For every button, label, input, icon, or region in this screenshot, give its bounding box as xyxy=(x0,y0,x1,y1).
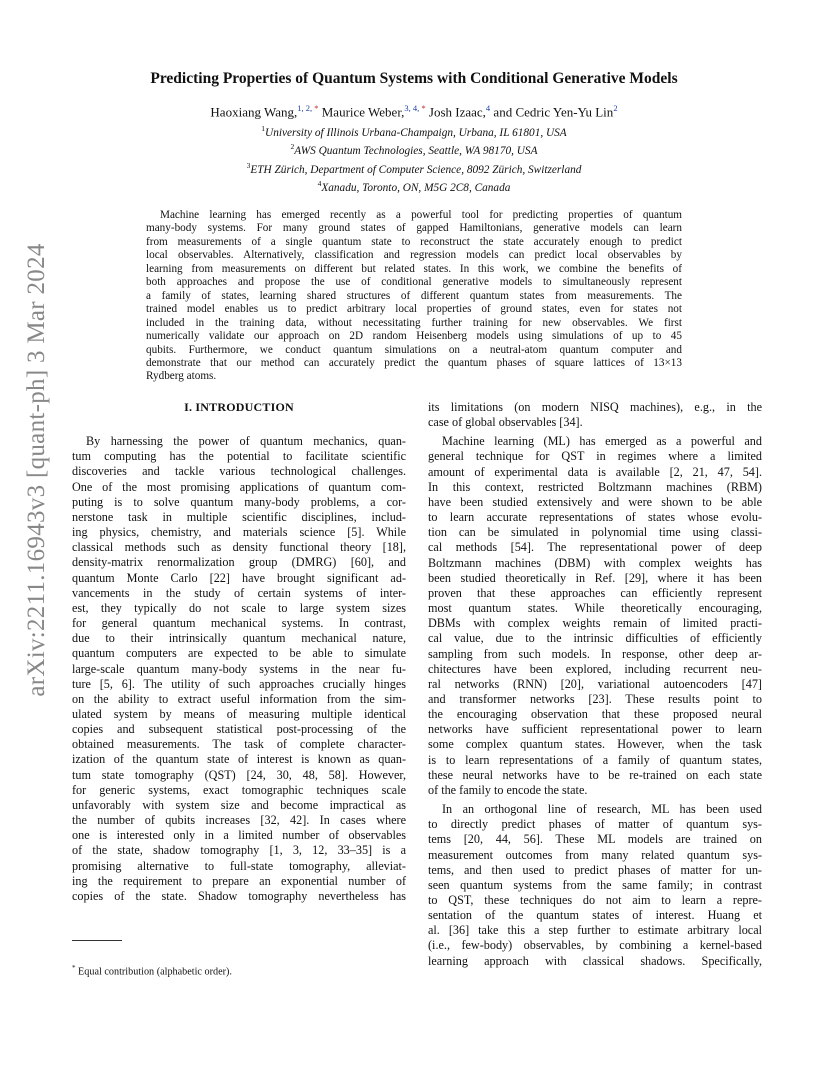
abstract-line: qubits. Furthermore, we conduct quantum simulations on a neutral-atom quantum computer and xyxy=(146,343,682,356)
body-line: most quantum states. While theoretically encouraging, xyxy=(428,601,762,616)
author-name: Maurice Weber, xyxy=(321,104,405,120)
body-line: amount of experimental data is available [2, 21, 47, 54]. xyxy=(428,464,762,479)
body-line: Boltzmann machines (DBM) with complex weights has xyxy=(428,555,762,570)
author-name: Josh Izaac, xyxy=(428,104,486,120)
body-line: cal methods [54]. The representational power of deep xyxy=(428,540,762,555)
body-line: been studied theoretically in Ref. [29], where it has been xyxy=(428,570,762,585)
body-line: est, they typically do not scale to large system sizes xyxy=(72,600,406,615)
abstract-line: demonstrate that our method can accurately predict the quantum phases of square lattices of 13×13 xyxy=(146,356,682,369)
abstract-line: numerically validate our approach on 2D random Heisenberg models using simulations of up to 45 xyxy=(146,330,682,343)
abstract-line: from measurements of a single quantum state to reconstruct the state accurately enough to predict xyxy=(146,235,682,248)
affiliation-text: ETH Zürich, Department of Computer Science, 8092 Zürich, Switzerland xyxy=(250,163,582,176)
body-line: One of the most promising applications of quantum com- xyxy=(72,479,406,494)
body-line: unfavorably with system size and become impractical as xyxy=(72,797,406,812)
body-line: quantum Monte Carlo [22] have brought significant ad- xyxy=(72,570,406,585)
abstract-line: trained model enables us to predict arbitrary local properties of ground states, even for states not xyxy=(146,303,682,316)
paper-title: Predicting Properties of Quantum Systems with Conditional Generative Models xyxy=(150,70,678,87)
body-line: ral networks (RNN) [20], variational autoencoders [47] xyxy=(428,676,762,691)
body-line: cal value, due to the intrinsic difficulties of efficiently xyxy=(428,631,762,646)
body-line: to directly predict phases of matter of quantum sys- xyxy=(428,817,762,832)
body-line: vancements in the study of certain systems of inter- xyxy=(72,585,406,600)
abstract-line: a family of states, learning shared structures of different quantum states from measurements. The xyxy=(146,289,682,302)
arxiv-identifier: arXiv:2211.16943v3 [quant-ph] 3 Mar 2024 xyxy=(23,243,50,697)
affiliation xyxy=(0,140,828,158)
body-line: to learn accurate representations of states whose evolu- xyxy=(428,510,762,525)
body-line: ing the requirement to prepare an exponential number of xyxy=(72,873,406,888)
body-line: one is interested only in a limited number of observables xyxy=(72,828,406,843)
affiliations xyxy=(0,122,828,195)
abstract-line: both approaches and propose the use of conditional generative models to simultaneously represent xyxy=(146,276,682,289)
body-line: puting is to solve quantum many-body problems, a cor- xyxy=(72,494,406,509)
body-line: In this context, restricted Boltzmann machines (RBM) xyxy=(428,479,762,494)
abstract-line: learning from measurements on different but related states. In this work, we combine the benefits of xyxy=(146,262,682,275)
body-line: seen quantum systems from the same family; in contrast xyxy=(428,877,762,892)
body-line: to QST, these techniques do not aim to learn a repre- xyxy=(428,893,762,907)
author-affil-mark: 3, 4, xyxy=(404,103,422,113)
body-line: measurement outcomes from many related quantum sys- xyxy=(428,847,762,862)
body-line: copies of the state. Shadow tomography nevertheless has xyxy=(72,888,406,903)
body-line: on the ability to extract useful information from the sim- xyxy=(72,691,406,706)
body-line: promising alternative to full-state tomography, alleviat- xyxy=(72,858,406,873)
body-line: the encouraging observation that these proposed neural xyxy=(428,707,762,722)
body-line: sentation of the quantum states of interest. Huang et xyxy=(428,908,762,923)
footnote-rule xyxy=(72,940,122,941)
affiliation xyxy=(0,159,828,177)
body-line: tum computing has the potential to facilitate scientific xyxy=(72,449,406,464)
body-line: (i.e., few-body) observables, by combining a kernel-based xyxy=(428,938,762,953)
body-line: chitectures have been explored, including recurrent neu- xyxy=(428,661,762,676)
abstract xyxy=(146,209,682,384)
affiliation-text: University of Illinois Urbana-Champaign, Urbana, IL 61801, USA xyxy=(265,126,567,139)
body-line: quantum computers are expected to be able to simulate xyxy=(72,646,406,661)
body-line: its limitations (on modern NISQ machines), e.g., in the xyxy=(428,400,762,414)
body-line: for general quantum mechanical systems. In contrast, xyxy=(72,616,406,631)
body-line: tion can be simulated in polynomial time using classi- xyxy=(428,525,762,540)
body-line: of the state, shadow tomography [1, 3, 12, 33–35] is a xyxy=(72,843,406,858)
body-line: networks have sufficient representational power to learn xyxy=(428,722,762,737)
affiliation-number: 4 xyxy=(317,178,322,188)
abstract-line: many-body systems. For many ground states of gapped Hamiltonians, generative models can learn xyxy=(146,222,682,235)
affiliation-text: Xanadu, Toronto, ON, M5G 2C8, Canada xyxy=(321,181,511,194)
affiliation-text: AWS Quantum Technologies, Seattle, WA 98170, USA xyxy=(294,145,538,158)
body-line: Machine learning (ML) has emerged as a powerful and xyxy=(442,434,762,449)
author-affil-mark: 1, 2, xyxy=(297,103,315,113)
body-line: these neural networks have to be re-trained on each state xyxy=(428,767,762,782)
body-line: and transformer networks [23]. These results point to xyxy=(428,691,762,706)
body-line: have been studied extensively and were shown to be able xyxy=(428,494,762,509)
body-line: ture [5, 6]. The utility of such approaches crucially hinges xyxy=(72,676,406,691)
body-line: tum state tomography (QST) [24, 30, 48, 58]. However, xyxy=(72,767,406,782)
arxiv-sidebar-stamp xyxy=(22,243,52,697)
body-line: DBMs with complex weights remain of limited practi- xyxy=(428,616,762,631)
affiliation-number: 2 xyxy=(290,142,295,152)
body-line: proven that these approaches can efficiently represent xyxy=(428,585,762,600)
footnote xyxy=(72,964,232,977)
body-line: ization of the quantum state of interest is known as quan- xyxy=(72,752,406,767)
body-line: sampling from such models. In response, other deep ar- xyxy=(428,646,762,661)
body-line: of the family to encode the state. xyxy=(428,782,588,797)
equal-contribution-mark: * xyxy=(314,103,319,113)
body-line: large-scale quantum many-body systems in the near fu- xyxy=(72,661,406,676)
body-line: By harnessing the power of quantum mechanics, quan- xyxy=(86,434,406,449)
abstract-line: Rydberg atoms. xyxy=(146,370,217,383)
body-line: nerstone task in multiple scientific disciplines, includ- xyxy=(72,509,406,524)
author-list xyxy=(0,103,828,120)
author-affil-mark: 2 xyxy=(613,103,618,113)
body-line: due to their intrinsically quantum mechanical nature, xyxy=(72,631,406,646)
affiliation-number: 1 xyxy=(261,124,266,133)
body-line: obtained measurements. The task of complete character- xyxy=(72,737,406,752)
abstract-line: included in the training data, without necessitating further training for new observables. We first xyxy=(146,316,682,329)
body-line: copies and subsequent statistical post-processing of the xyxy=(72,722,406,737)
body-line: density-matrix renormalization group (DMRG) [60], and xyxy=(72,555,406,570)
author-name: and Cedric Yen-Yu Lin xyxy=(493,104,614,120)
abstract-line: Machine learning has emerged recently as a powerful tool for predicting properties of quantum xyxy=(160,209,682,221)
author-affil-mark: 4 xyxy=(485,103,491,113)
body-line: case of global observables [34]. xyxy=(428,415,583,430)
right-column xyxy=(428,400,762,969)
body-line: ing physics, chemistry, and materials science [5]. While xyxy=(72,525,406,540)
body-line: general technique for QST in regimes where a limited xyxy=(428,449,762,464)
body-line: discoveries and tackle various technological challenges. xyxy=(72,464,406,479)
body-line: learning approach with classical shadows. Specifically, xyxy=(428,953,762,968)
body-line: some complex quantum states. However, when the task xyxy=(428,737,762,752)
footnote-text: Equal contribution (alphabetic order). xyxy=(78,966,232,978)
body-line: the number of qubits increases [32, 42]. In cases where xyxy=(72,813,406,828)
equal-contribution-mark: * xyxy=(421,103,426,113)
section-heading: I. INTRODUCTION xyxy=(184,400,294,414)
body-line: tems [20, 44, 56]. These ML models are trained on xyxy=(428,832,762,847)
body-line: for generic systems, exact tomographic techniques scale xyxy=(72,782,406,797)
affiliation-number: 3 xyxy=(246,160,251,170)
body-line: In an orthogonal line of research, ML has been used xyxy=(442,802,762,817)
footnote-mark: * xyxy=(72,964,76,972)
author-name: Haoxiang Wang, xyxy=(210,104,298,120)
body-line: al. [36] take this a step further to estimate arbitrary local xyxy=(428,923,762,938)
left-column xyxy=(72,400,406,904)
body-line: classical methods such as density functional theory [18], xyxy=(72,540,406,555)
body-line: tems, and then used to predict phases of matter for un- xyxy=(428,862,762,877)
affiliation xyxy=(0,122,828,140)
body-line: is to learn representations of a family of quantum states, xyxy=(428,752,762,767)
abstract-line: local observables. Alternatively, classification and regression models can predict local observables by xyxy=(146,249,682,262)
affiliation xyxy=(0,177,828,195)
body-line: ulated system by means of measuring multiple identical xyxy=(72,706,406,721)
